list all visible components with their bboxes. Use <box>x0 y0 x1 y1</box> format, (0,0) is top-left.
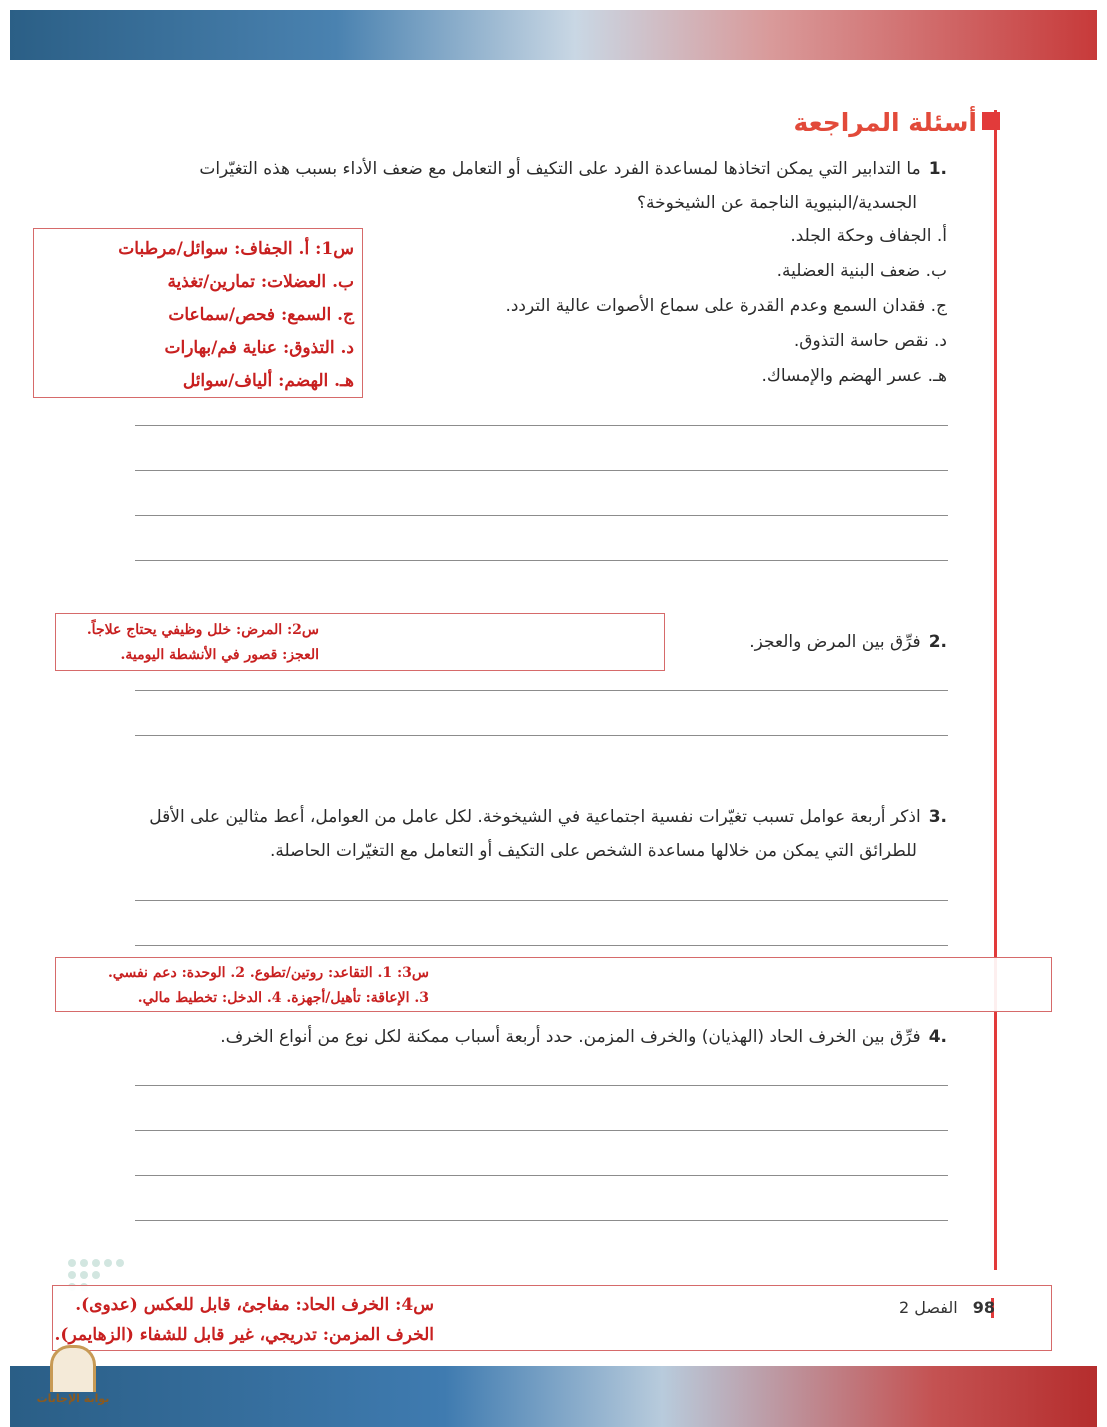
answer-line <box>135 1220 948 1221</box>
margin-line <box>994 110 997 1270</box>
answer-line <box>135 470 948 471</box>
title-square-icon <box>982 112 1000 130</box>
answer-line <box>135 900 948 901</box>
answer-line <box>135 560 948 561</box>
q1-option-b: ب. ضعف البنية العضلية. <box>776 261 947 281</box>
mosque-arch-icon <box>50 1345 96 1392</box>
question-3: .3اذكر أربعة عوامل تسبب تغيّرات نفسية اجتماعية في الشيخوخة. لكل عامل من العوامل، أعط مثالين على الأقل للطرائق التي يمكن من خلالها مساعدة الشخص على التكيف أو التعامل مع التغيّرات الحاصلة. <box>149 807 947 861</box>
page-number: 98 <box>972 1298 995 1317</box>
top-banner <box>10 10 1097 60</box>
q1-option-d: د. نقص حاسة التذوق. <box>793 331 947 351</box>
answer-box-4: س4: الخرف الحاد: مفاجئ، قابل للعكس (عدوى). الخرف المزمن: تدريجي، غير قابل للشفاء (الزهايمر). <box>52 1285 1052 1351</box>
answer-line <box>135 945 948 946</box>
answer-line <box>135 1130 948 1131</box>
question-1: .1ما التدابير التي يمكن اتخاذها لمساعدة الفرد على التكيف أو التعامل مع ضعف الأداء بسبب هذه التغيّرات الجسدية/البنيوية الناجمة عن الشيخوخة؟ <box>199 159 947 213</box>
answer-line <box>135 690 948 691</box>
bottom-banner <box>10 1366 1097 1427</box>
page-footer <box>899 1298 995 1317</box>
question-2: .2فرِّق بين المرض والعجز. <box>749 632 947 652</box>
logo-label: بوابة الإجابات <box>36 1392 110 1405</box>
question-4: .4فرِّق بين الخرف الحاد (الهذيان) والخرف المزمن. حدد أربعة أسباب ممكنة لكل نوع من أنواع الخرف. <box>220 1027 947 1047</box>
chapter-label: الفصل 2 <box>898 1298 958 1317</box>
site-logo <box>18 1345 128 1420</box>
section-title: أسئلة المراجعة <box>793 108 977 137</box>
q1-option-e: هـ. عسر الهضم والإمساك. <box>761 366 947 386</box>
answer-box-3: س3: 1. التقاعد: روتين/تطوع. 2. الوحدة: دعم نفسي. 3. الإعاقة: تأهيل/أجهزة. 4. الدخل: تخطيط مالي. <box>55 957 1052 1012</box>
q1-option-c: ج. فقدان السمع وعدم القدرة على سماع الأصوات عالية التردد. <box>505 296 947 316</box>
q1-option-a: أ. الجفاف وحكة الجلد. <box>790 226 947 246</box>
answer-line <box>135 515 948 516</box>
answer-line <box>135 425 948 426</box>
answer-line <box>135 1175 948 1176</box>
answer-box-1: س1: أ. الجفاف: سوائل/مرطبات ب. العضلات: تمارين/تغذية ج. السمع: فحص/سماعات د. التذوق: عناية فم/بهارات هـ. الهضم: ألياف/سوائل <box>33 228 363 398</box>
answer-line <box>135 1085 948 1086</box>
answer-line <box>135 735 948 736</box>
answer-box-2: س2: المرض: خلل وظيفي يحتاج علاجاً. العجز: قصور في الأنشطة اليومية. <box>55 613 665 671</box>
